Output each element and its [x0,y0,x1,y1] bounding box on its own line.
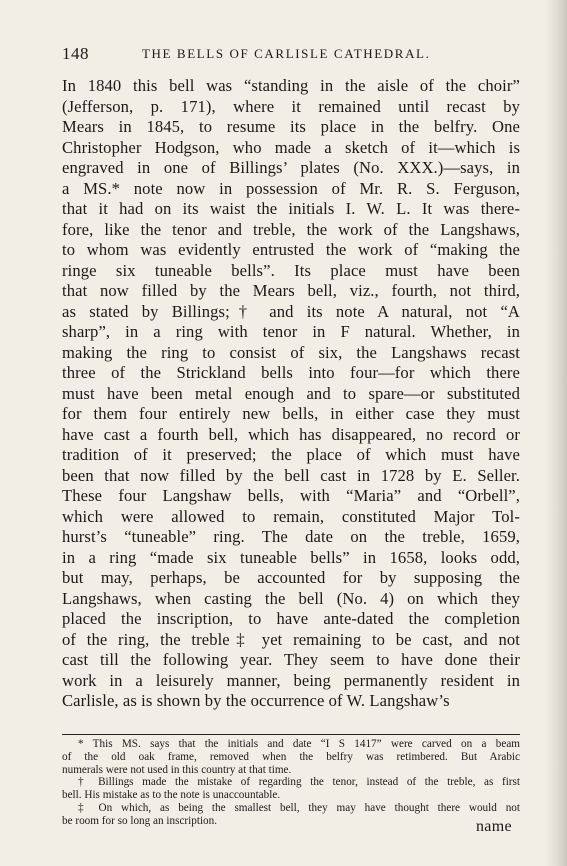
body-line: been that now filled by the bell cast in 1728 by E. Seller. [62,465,520,485]
body-line: sharp”, in a ring with tenor in F natural. Whether, in [62,322,520,341]
body-line: hurst’s “tuneable” ring. The date on the treble, 1659, [62,527,520,546]
running-head: THE BELLS OF CARLISLE CATHEDRAL. [142,46,431,61]
body-line: in a ring “made six tuneable bells” in 1658, looks odd, [62,547,520,567]
body-line: have cast a fourth bell, which has disappeared, no record or [62,424,520,444]
page-number: 148 [62,44,89,63]
body-text [62,76,520,712]
body-line: a MS.* note now in possession of Mr. R. S. Ferguson, [62,178,520,198]
body-line: engraved in one of Billings’ plates (No. XXX.)—says, in [62,158,520,177]
body-line: of the ring, the treble‡ yet remaining to be cast, and not [62,629,520,649]
body-line: These four Langshaw bells, with “Maria” and “Orbell”, [62,486,520,505]
body-line: to whom was evidently entrusted the work of “making the [62,240,520,259]
body-line: cast till the following year. They seem to have done their [62,650,520,669]
body-line: ringe six tuneable bells”. Its place must have been [62,260,520,280]
footnote-line: * This MS. says that the initials and date “I S 1417” were carved on a beam [78,738,520,750]
footnote-line: † Billings made the mistake of regarding the tenor, instead of the treble, as first [78,776,520,789]
body-line: (Jefferson, p. 171), where it remained until recast by [62,96,520,116]
body-line: tradition of it preserved; the place of which must have [62,445,520,464]
body-line: but may, perhaps, be accounted for by supposing the [62,568,520,587]
body-line: placed the inscription, to have ante-dated the completion [62,609,520,628]
body-line: making the ring to consist of six, the Langshaws recast [62,342,520,362]
body-line: which were allowed to remain, constituted Major Tol- [62,506,520,526]
footnote-rule [62,734,520,735]
body-line: that now filled by the Mears bell, viz., fourth, not third, [62,281,520,300]
body-line: In 1840 this bell was “standing in the aisle of the choir” [62,76,520,95]
body-line: as stated by Billings;† and its note A natural, not “A [62,301,520,321]
page-header [62,44,542,64]
body-line: for them four entirely new bells, in either case they must [62,404,520,423]
body-line: work in a leisurely manner, being permanently resident in [62,670,520,690]
footnote-line: of the old oak frame, removed when the belfry was retimbered. But Arabic [62,750,520,763]
body-line: Carlisle, as is shown by the occurrence of W. Langshaw’s [62,691,450,710]
footnote-line: bell. His mistake as to the note is unaccountable. [62,789,281,802]
footnotes [62,738,520,828]
footnote-line: ‡ On which, as being the smallest bell, they may have thought there would not [78,801,520,814]
footnote-line: numerals were not used in this country at that time. [62,763,292,776]
catchword: name [476,818,512,835]
body-line: Christopher Hodgson, who made a sketch of it—which is [62,137,520,157]
body-line: Mears in 1845, to resume its place in the belfry. One [62,117,520,136]
footnote-line: be room for so long an inscription. [62,814,218,827]
page-gutter-shadow [545,0,567,866]
body-line: that it had on its waist the initials I. W. L. It was there- [62,199,520,218]
body-line: Langshaws, when casting the bell (No. 4) on which they [62,588,520,608]
body-line: must have been metal enough and to spare—or substituted [62,383,520,403]
body-line: three of the Strickland bells into four—for which there [62,363,520,382]
body-line: fore, like the tenor and treble, the work of the Langshaws, [62,219,520,239]
